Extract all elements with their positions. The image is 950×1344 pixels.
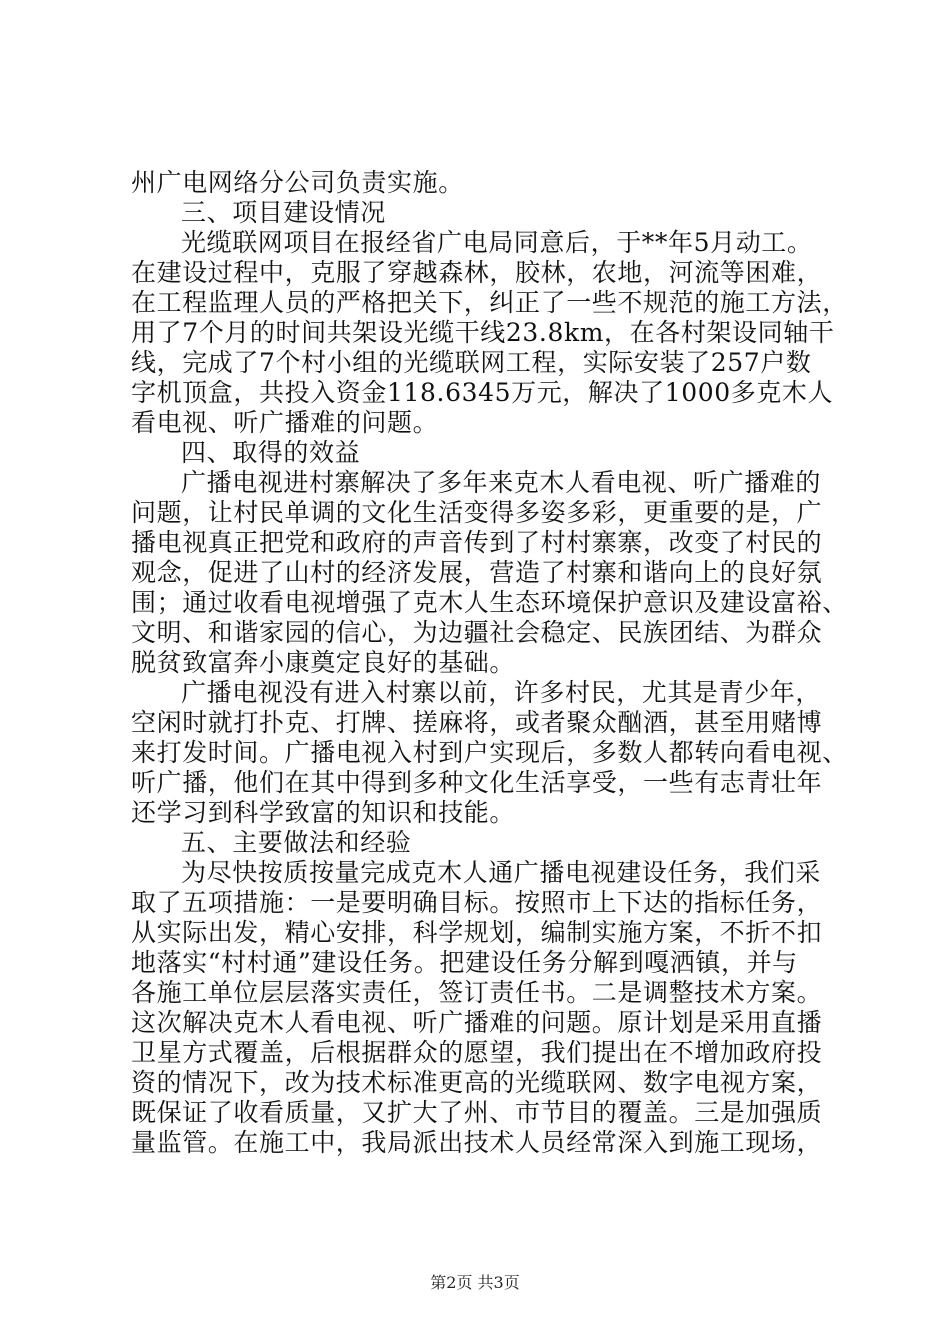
text-line: 听广播，他们在其中得到多种文化生活享受，一些有志青壮年 <box>131 768 823 797</box>
page-footer: 第2页 共3页 <box>430 1273 520 1292</box>
text-line: 这次解决克木人看电视、听广播难的问题。原计划是采用直播 <box>131 1008 823 1037</box>
text-line: 五、主要做法和经验 <box>181 828 412 857</box>
text-line: 州广电网络分公司负责实施。 <box>131 168 464 197</box>
text-line: 三、项目建设情况 <box>181 198 386 227</box>
text-line: 量监管。在施工中，我局派出技术人员经常深入到施工现场， <box>131 1128 823 1157</box>
text-line: 看电视、听广播难的问题。 <box>131 408 439 437</box>
text-line: 光缆联网项目在报经省广电局同意后，于**年5月动工。 <box>181 228 813 257</box>
text-line: 既保证了收看质量，又扩大了州、市节目的覆盖。三是加强质 <box>131 1098 823 1127</box>
text-line: 广播电视进村寨解决了多年来克木人看电视、听广播难的 <box>181 468 822 497</box>
text-line: 还学习到科学致富的知识和技能。 <box>131 798 516 827</box>
text-line: 围；通过收看电视增强了克木人生态环境保护意识及建设富裕、 <box>131 588 848 617</box>
document-body <box>131 168 848 1158</box>
text-line: 问题，让村民单调的文化生活变得多姿多彩，更重要的是，广 <box>131 498 823 527</box>
text-line: 为尽快按质按量完成克木人通广播电视建设任务，我们采 <box>181 858 822 887</box>
text-line: 字机顶盒，共投入资金118.6345万元，解决了1000多克木人 <box>131 378 834 407</box>
text-line: 各施工单位层层落实责任，签订责任书。二是调整技术方案。 <box>131 978 823 1007</box>
text-line: 文明、和谐家园的信心，为边疆社会稳定、民族团结、为群众 <box>131 618 823 647</box>
text-line: 卫星方式覆盖，后根据群众的愿望，我们提出在不增加政府投 <box>131 1038 823 1067</box>
text-line: 来打发时间。广播电视入村到户实现后，多数人都转向看电视、 <box>131 738 848 767</box>
text-line: 从实际出发，精心安排，科学规划，编制实施方案，不折不扣 <box>131 918 823 947</box>
text-line: 空闲时就打扑克、打牌、搓麻将，或者聚众酗酒，甚至用赌博 <box>131 708 823 737</box>
text-line: 播电视真正把党和政府的声音传到了村村寨寨，改变了村民的 <box>131 528 823 557</box>
text-line: 脱贫致富奔小康奠定良好的基础。 <box>131 648 516 677</box>
text-line: 四、取得的效益 <box>181 438 361 467</box>
text-line: 线，完成了7个村小组的光缆联网工程，实际安装了257户数 <box>131 348 812 377</box>
text-line: 地落实“村村通”建设任务。把建设任务分解到嘎洒镇，并与 <box>131 948 798 977</box>
text-line: 资的情况下，改为技术标准更高的光缆联网、数字电视方案， <box>131 1068 823 1097</box>
text-line: 观念，促进了山村的经济发展，营造了村寨和谐向上的良好氛 <box>131 558 823 587</box>
text-line: 取了五项措施：一是要明确目标。按照市上下达的指标任务， <box>131 888 823 917</box>
text-line: 在工程监理人员的严格把关下，纠正了一些不规范的施工方法， <box>131 288 848 317</box>
text-line: 广播电视没有进入村寨以前，许多村民，尤其是青少年， <box>181 678 822 707</box>
text-line: 在建设过程中，克服了穿越森林，胶林，农地，河流等困难， <box>131 258 823 287</box>
text-line: 用了7个月的时间共架设光缆干线23.8km，在各村架设同轴干 <box>131 318 835 347</box>
